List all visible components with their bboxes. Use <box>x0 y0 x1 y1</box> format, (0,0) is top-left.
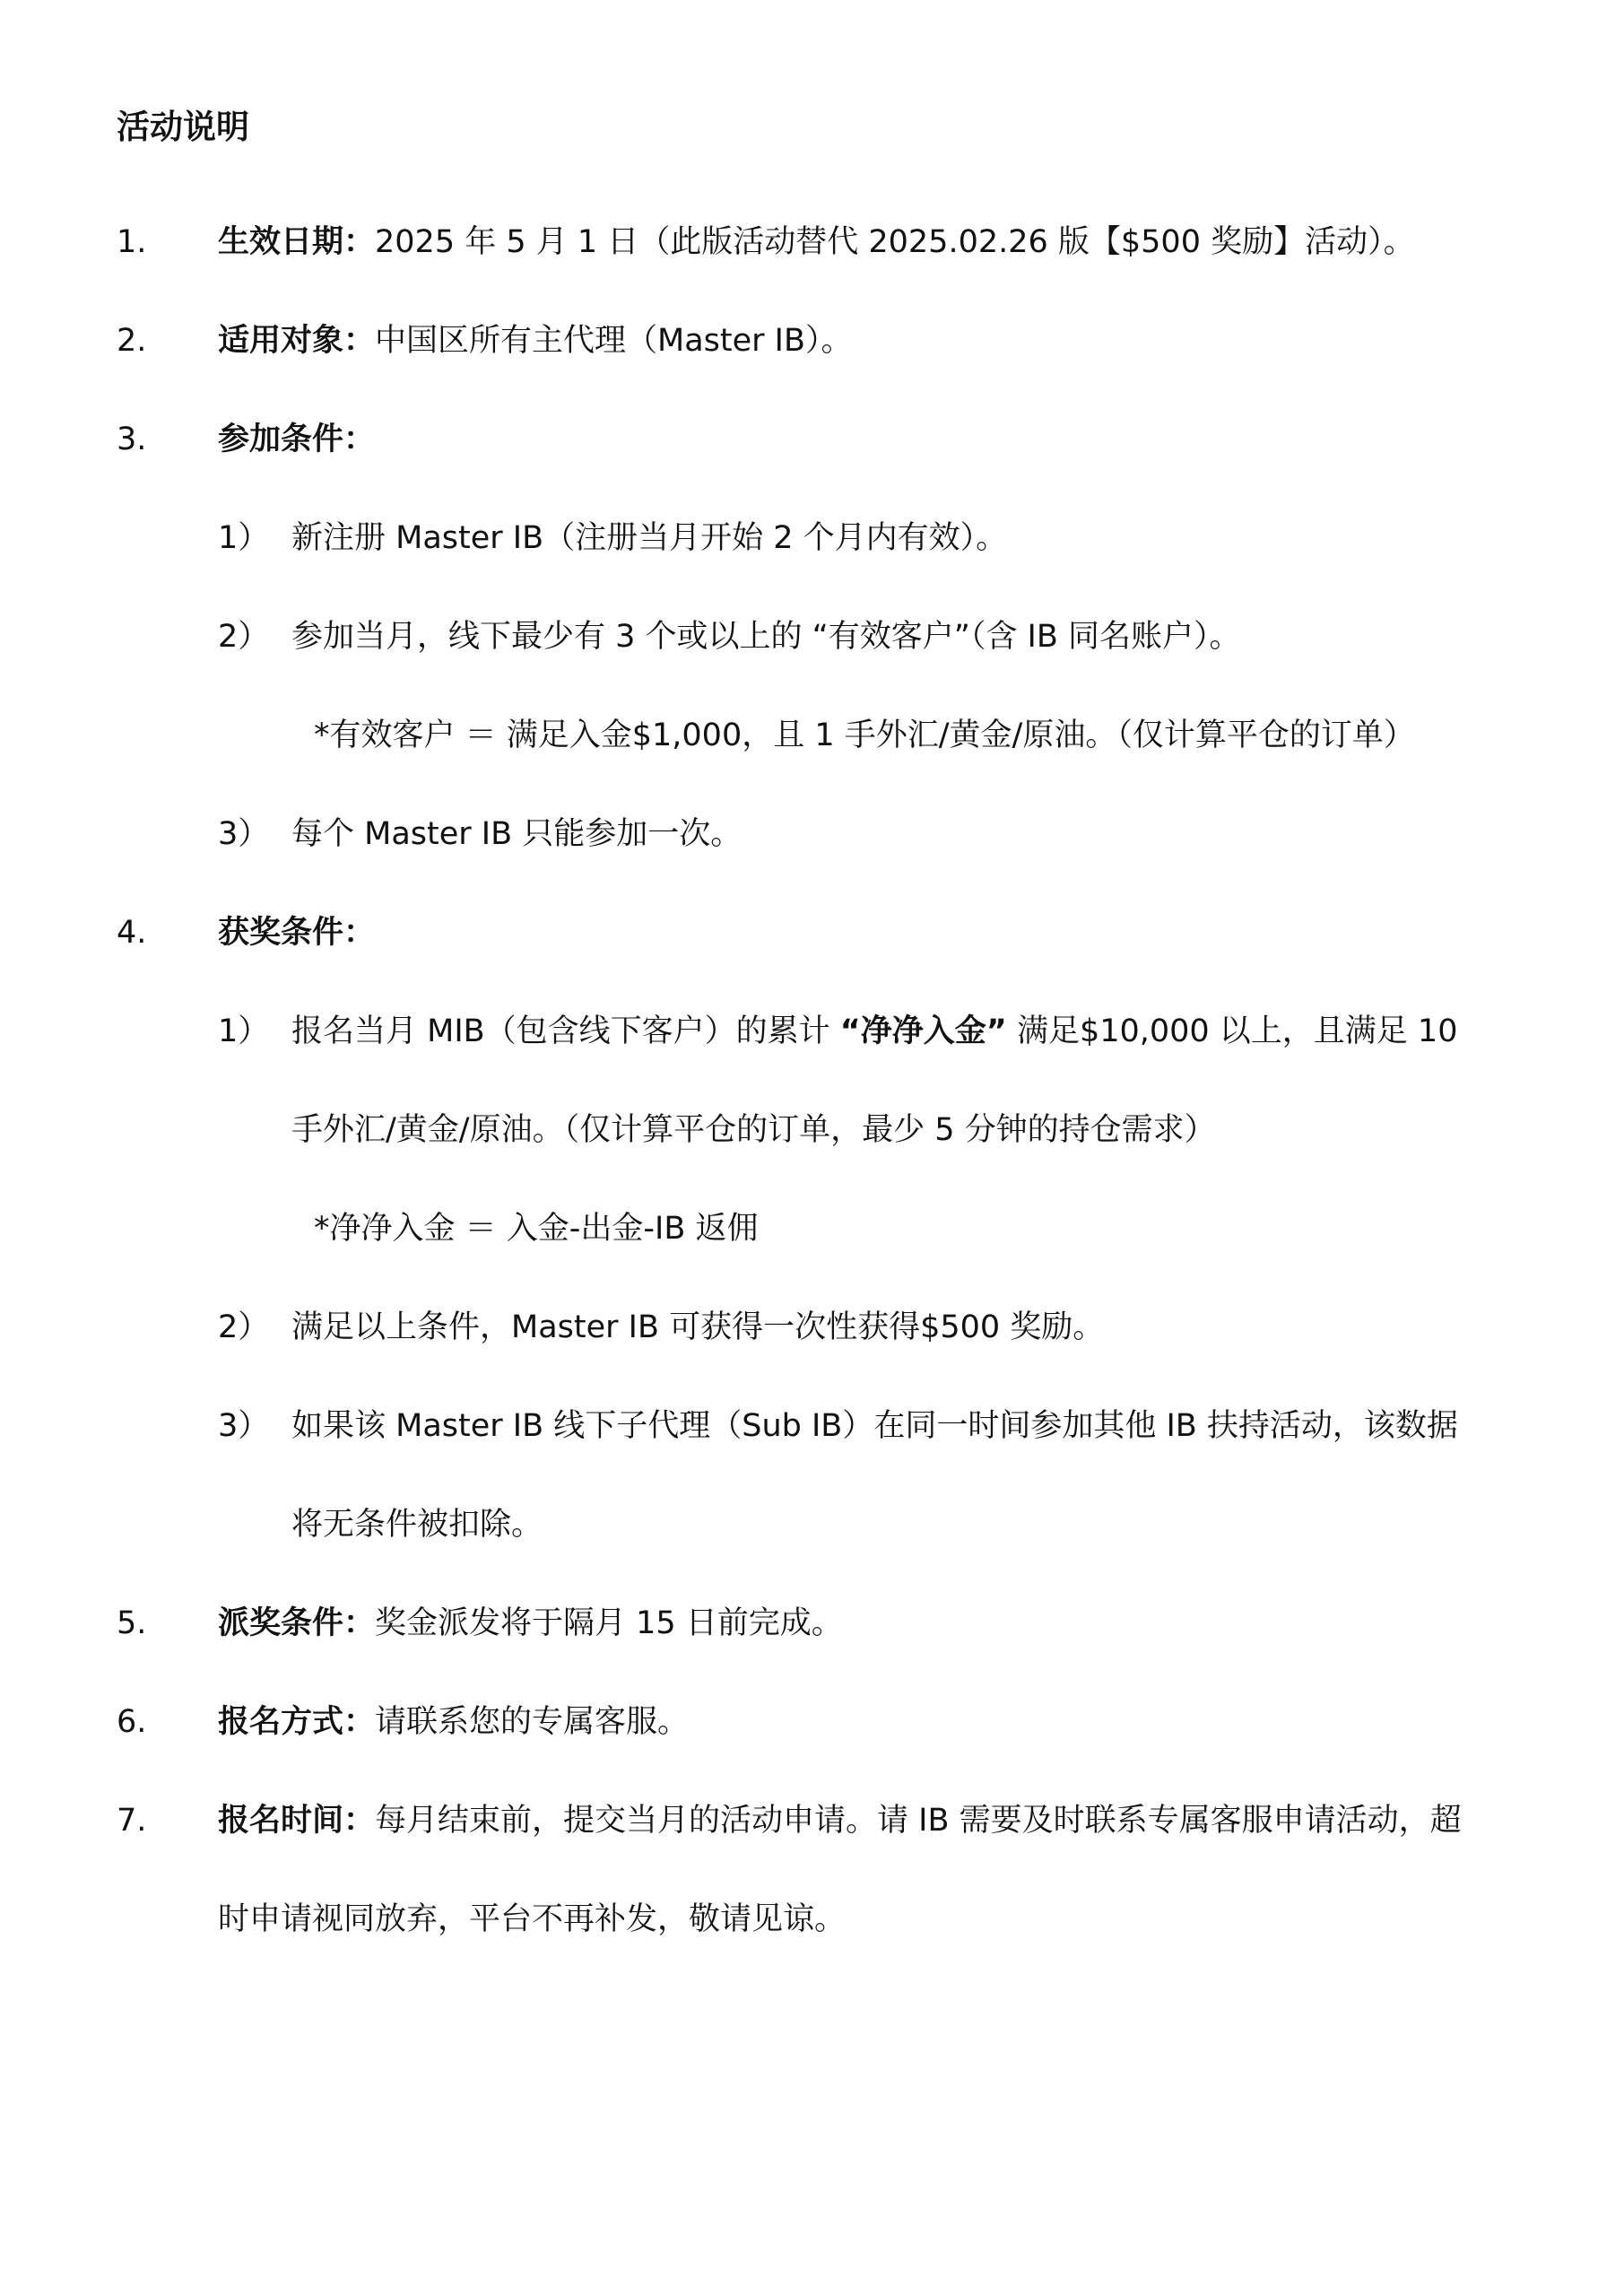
item-4-sub-2-text: 满足以上条件，Master IB 可获得一次性获得$500 奖励。 <box>291 1309 1105 1345</box>
item-7-number: 7. <box>117 1803 147 1839</box>
item-5-label: 派奖条件： <box>218 1605 376 1641</box>
item-4-sub-1-text-bold: “净净入金” <box>839 1013 1007 1049</box>
item-2-line <box>218 316 853 366</box>
item-1-label: 生效日期： <box>218 224 376 260</box>
item-3-sub-1-text: 新注册 Master IB（注册当月开始 2 个月内有效）。 <box>291 520 1008 556</box>
item-7-continuation: 时申请视同放弃，平台不再补发，敬请见谅。 <box>218 1901 847 1937</box>
item-6-label: 报名方式： <box>218 1704 376 1740</box>
item-5-text: 奖金派发将于隔月 15 日前完成。 <box>375 1605 843 1641</box>
item-3-label: 参加条件： <box>218 422 376 457</box>
item-3-sub-3-text: 每个 Master IB 只能参加一次。 <box>291 816 743 852</box>
item-6-line <box>218 1697 689 1747</box>
item-6-number: 6. <box>117 1704 147 1740</box>
item-7-label: 报名时间： <box>218 1803 376 1839</box>
item-3-sub-3-number: 3） <box>218 816 270 852</box>
item-4-sub-1-text-b: 满足$10,000 以上，且满足 10 <box>1006 1013 1458 1049</box>
item-3-sub-1-number: 1） <box>218 520 270 556</box>
item-4-sub-1-text-a: 报名当月 MIB（包含线下客户）的累计 <box>291 1013 840 1049</box>
item-4-sub-1-line <box>291 1006 1457 1057</box>
item-3-note: *有效客户 ＝ 满足入金$1,000，且 1 手外汇/黄金/原油。（仅计算平仓的订单） <box>314 718 1415 753</box>
item-4-note: *净净入金 ＝ 入金-出金-IB 返佣 <box>314 1211 759 1247</box>
item-4-label: 获奖条件： <box>218 915 376 951</box>
item-2-number: 2. <box>117 323 147 359</box>
item-5-number: 5. <box>117 1605 147 1641</box>
item-2-label: 适用对象： <box>218 323 376 359</box>
item-6-text: 请联系您的专属客服。 <box>375 1704 690 1740</box>
item-4-sub-1-continuation: 手外汇/黄金/原油。（仅计算平仓的订单，最少 5 分钟的持仓需求） <box>291 1112 1216 1148</box>
item-7-line <box>218 1796 1462 1846</box>
item-4-sub-3-text: 如果该 Master IB 线下子代理（Sub IB）在同一时间参加其他 IB 扶持活动，该数据 <box>291 1408 1458 1444</box>
page-title: 活动说明 <box>117 108 249 146</box>
item-5-line <box>218 1598 843 1648</box>
item-1-line <box>218 217 1415 267</box>
item-4-number: 4. <box>117 915 147 951</box>
item-7-text: 每月结束前，提交当月的活动申请。请 IB 需要及时联系专属客服申请活动，超 <box>375 1803 1462 1839</box>
item-3-number: 3. <box>117 422 147 457</box>
item-3-sub-2-number: 2） <box>218 619 270 655</box>
item-4-sub-3-continuation: 将无条件被扣除。 <box>291 1507 543 1543</box>
item-2-text: 中国区所有主代理（Master IB）。 <box>375 323 853 359</box>
item-4-sub-3-number: 3） <box>218 1408 270 1444</box>
item-3-sub-2-text: 参加当月，线下最少有 3 个或以上的 “有效客户”（含 IB 同名账户）。 <box>291 619 1241 655</box>
item-1-number: 1. <box>117 224 147 260</box>
item-4-sub-2-number: 2） <box>218 1309 270 1345</box>
item-4-sub-1-number: 1） <box>218 1013 270 1049</box>
item-1-text: 2025 年 5 月 1 日（此版活动替代 2025.02.26 版【$500 奖励】活动）。 <box>375 224 1415 260</box>
